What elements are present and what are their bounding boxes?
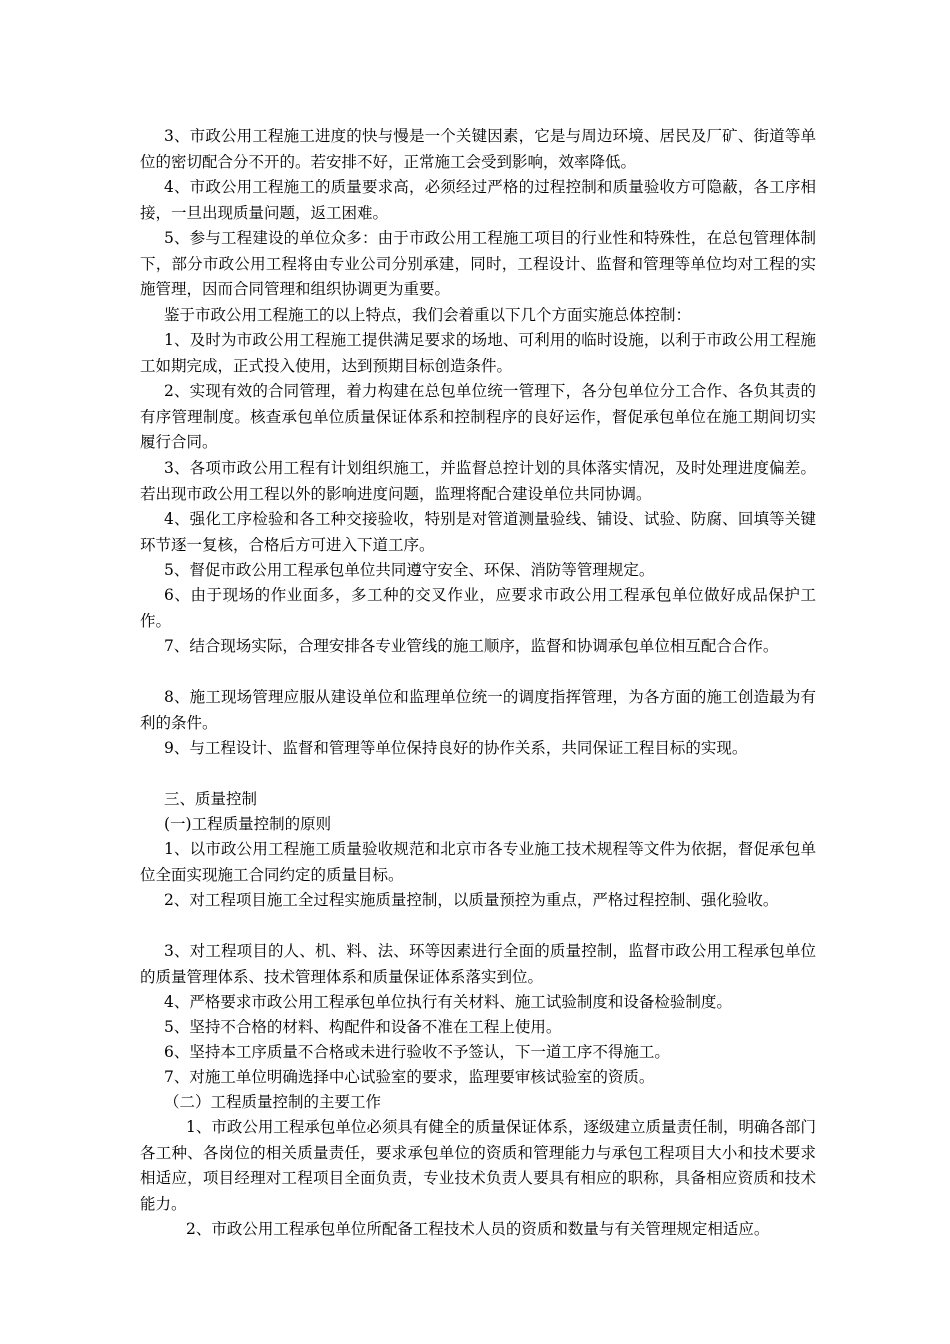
paragraph-many-parties: 5、参与工程建设的单位众多：由于市政公用工程施工项目的行业性和特殊性，在总包管理体制下，部分市政公用工程将由专业公司分别承建，同时，工程设计、监督和管理等单位均对工程的实施管理，因而合同管理和组织协调更为重要。 xyxy=(140,229,816,298)
paragraph-control-6: 6、由于现场的作业面多，多工种的交叉作业，应要求市政公用工程承包单位做好成品保护工作。 xyxy=(140,586,816,630)
paragraph-quality-requirement: 4、市政公用工程施工的质量要求高，必须经过严格的过程控制和质量验收方可隐蔽，各工序相接，一旦出现质量问题，返工困难。 xyxy=(140,178,816,222)
paragraph-principle-1: 1、以市政公用工程施工质量验收规范和北京市各专业施工技术规程等文件为依据，督促承包单位全面实现施工合同约定的质量目标。 xyxy=(140,840,816,884)
paragraph-main-work-2: 2、市政公用工程承包单位所配备工程技术人员的资质和数量与有关管理规定相适应。 xyxy=(186,1220,770,1238)
section-heading-quality-control: 三、质量控制 xyxy=(164,790,258,808)
paragraph-control-4: 4、强化工序检验和各工种交接验收，特别是对管道测量验线、铺设、试验、防腐、回填等关键环节逐一复核，合格后方可进入下道工序。 xyxy=(140,510,816,554)
paragraph-control-5: 5、督促市政公用工程承包单位共同遵守安全、环保、消防等管理规定。 xyxy=(164,561,655,579)
paragraph-control-7: 7、结合现场实际，合理安排各专业管线的施工顺序，监督和协调承包单位相互配合合作。 xyxy=(164,637,779,655)
paragraph-main-work-1: 1、市政公用工程承包单位必须具有健全的质量保证体系，逐级建立质量责任制，明确各部门各工种、各岗位的相关质量责任，要求承包单位的资质和管理能力与承包工程项目大小和技术要求相适应，项目经理对工程项目全面负责，专业技术负责人要具有相应的职称，具备相应资质和技术能力。 xyxy=(140,1118,816,1213)
paragraph-principle-5: 5、坚持不合格的材料、构配件和设备不准在工程上使用。 xyxy=(164,1018,562,1036)
subheading-quality-principles: (一)工程质量控制的原则 xyxy=(164,815,332,833)
paragraph-principle-3: 3、对工程项目的人、机、料、法、环等因素进行全面的质量控制，监督市政公用工程承包单位的质量管理体系、技术管理体系和质量保证体系落实到位。 xyxy=(140,942,816,986)
paragraph-control-9: 9、与工程设计、监督和管理等单位保持良好的协作关系，共同保证工程目标的实现。 xyxy=(164,739,748,757)
paragraph-control-1: 1、及时为市政公用工程施工提供满足要求的场地、可利用的临时设施，以利于市政公用工程施工如期完成，正式投入使用，达到预期目标创造条件。 xyxy=(140,331,816,375)
paragraph-overall-control-intro: 鉴于市政公用工程施工的以上特点，我们会着重以下几个方面实施总体控制： xyxy=(164,306,692,324)
subheading-quality-main-work: （二）工程质量控制的主要工作 xyxy=(164,1093,382,1111)
paragraph-principle-7: 7、对施工单位明确选择中心试验室的要求，监理要审核试验室的资质。 xyxy=(164,1068,655,1086)
paragraph-principle-4: 4、严格要求市政公用工程承包单位执行有关材料、施工试验制度和设备检验制度。 xyxy=(164,993,732,1011)
paragraph-principle-2: 2、对工程项目施工全过程实施质量控制，以质量预控为重点，严格过程控制、强化验收。 xyxy=(164,891,779,909)
paragraph-control-3: 3、各项市政公用工程有计划组织施工，并监督总控计划的具体落实情况，及时处理进度偏差。若出现市政公用工程以外的影响进度问题，监理将配合建设单位共同协调。 xyxy=(140,459,816,503)
paragraph-control-8: 8、施工现场管理应服从建设单位和监理单位统一的调度指挥管理，为各方面的施工创造最为有利的条件。 xyxy=(140,688,816,732)
paragraph-control-2: 2、实现有效的合同管理，着力构建在总包单位统一管理下，各分包单位分工合作、各负其责的有序管理制度。核查承包单位质量保证体系和控制程序的良好运作，督促承包单位在施工期间切实履行合同。 xyxy=(140,382,816,451)
paragraph-principle-6: 6、坚持本工序质量不合格或未进行验收不予签认，下一道工序不得施工。 xyxy=(164,1043,670,1061)
paragraph-progress-factor: 3、市政公用工程施工进度的快与慢是一个关键因素，它是与周边环境、居民及厂矿、街道等单位的密切配合分不开的。若安排不好，正常施工会受到影响，效率降低。 xyxy=(140,127,816,171)
